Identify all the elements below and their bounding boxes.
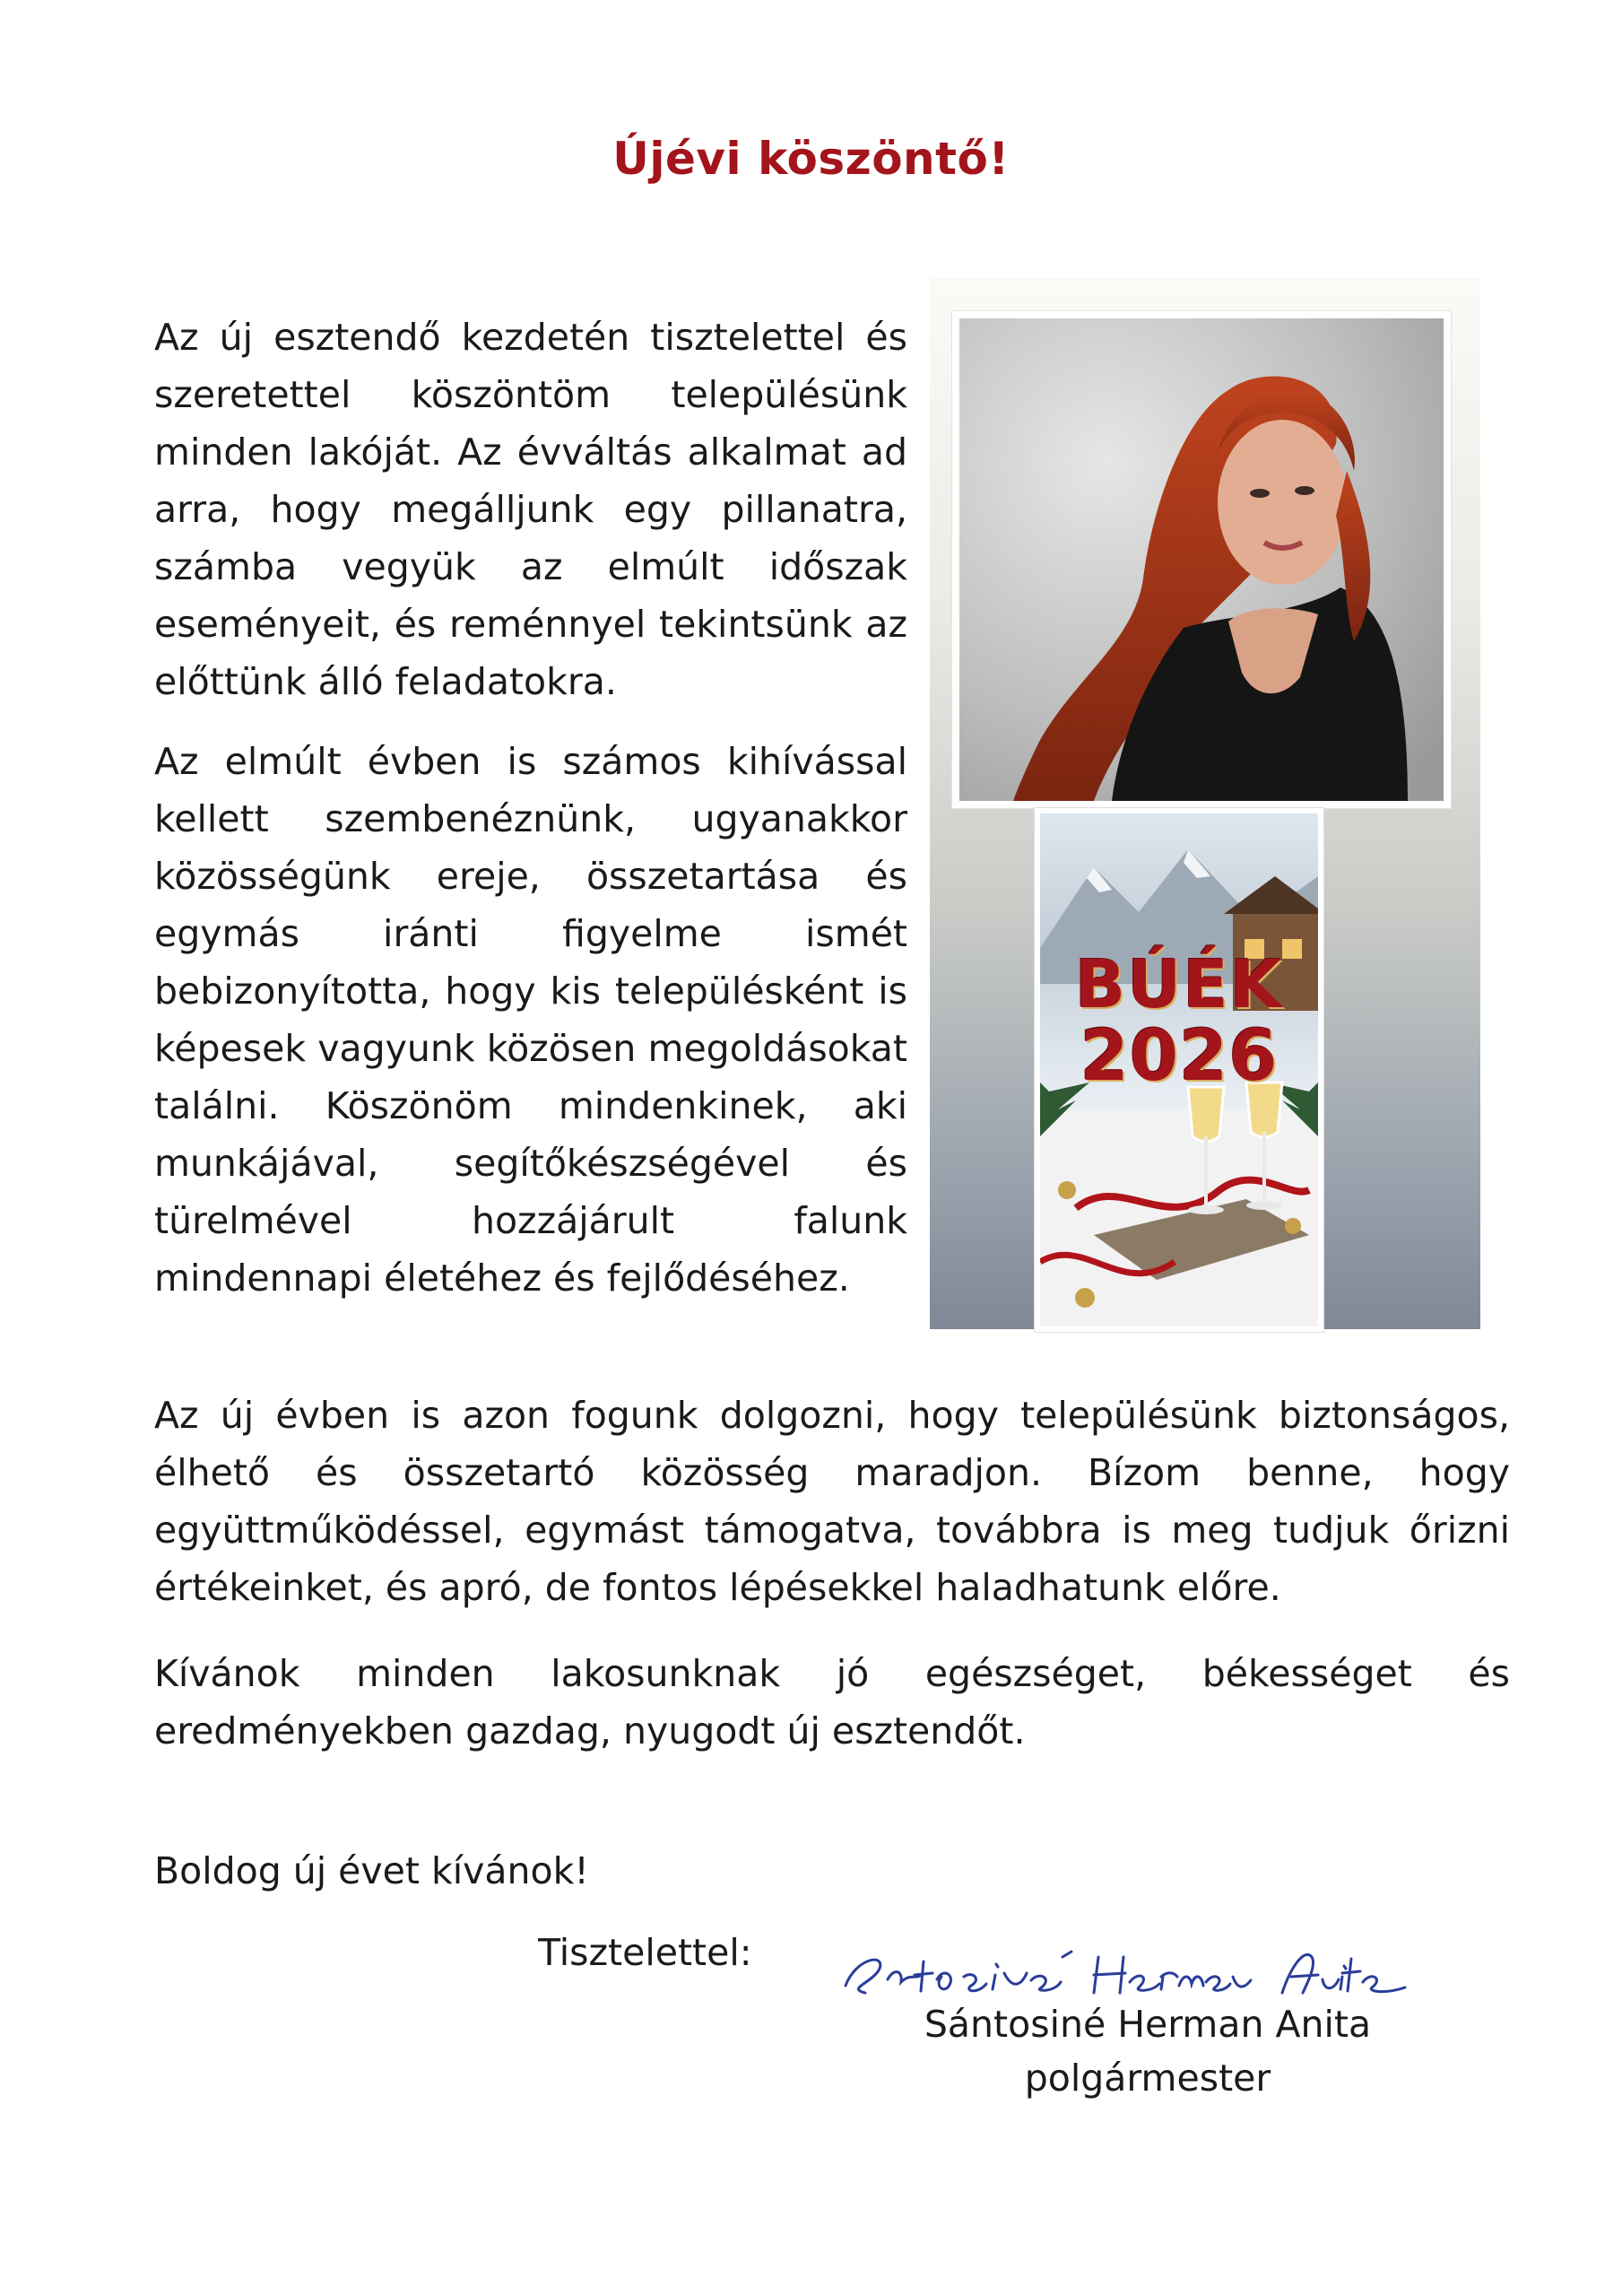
paragraph-new-year-plans: Az új évben is azon fogunk dolgozni, hogy településünk biztonságos, élhető és összetartó közösség maradjon. Bízom benne, hogy együttműködéssel, egymást támogatva, továbbra is meg tudjuk őrizni értékeinket, és apró, de fontos lépésekkel haladhatunk előre. [154,1394,1510,1609]
new-year-card-frame [1034,807,1324,1333]
closing-wish: Boldog új évet kívánok! [154,1849,589,1892]
paragraph-greeting: Az új esztendő kezdetén tisztelettel és szeretettel köszöntöm településünk minden lakóját. Az évváltás alkalmat ad arra, hogy megálljunk egy pillanatra, számba vegyük az elmúlt időszak eseményeit, és reménnyel tekintsünk az előttünk álló feladatokra. [154,316,907,703]
document-title: Újévi köszöntő! [612,133,1010,185]
new-year-card [1040,813,1318,1326]
paragraph-wishes: Kívánok minden lakosunknak jó egészséget, békességet és eredményekben gazdag, nyugodt új esztendőt. [154,1652,1510,1752]
portrait-photo [959,318,1444,801]
card-year-text: 2026 [1080,1016,1279,1097]
card-greeting-text: BÚÉK [1074,946,1284,1023]
signer-name: Sántosiné Herman Anita [924,2003,1372,2046]
signer-title: polgármester [1024,2057,1271,2100]
portrait-frame [951,310,1452,809]
paragraph-past-year: Az elmúlt évben is számos kihívással kellett szembenéznünk, ugyanakkor közösségünk ereje, összetartása és egymás iránti figyelme ismét bebizonyította, hogy kis településként is képesek vagyunk közösen megoldásokat találni. Köszönöm mindenkinek, aki munkájával, segítőkészségével és türelmével hozzájárult falunk mindennapi életéhez és fejlődéséhez. [154,740,907,1300]
handwritten-signature [838,1930,1412,2011]
respect-salutation: Tisztelettel: [538,1931,752,1974]
image-collage [930,278,1480,1329]
